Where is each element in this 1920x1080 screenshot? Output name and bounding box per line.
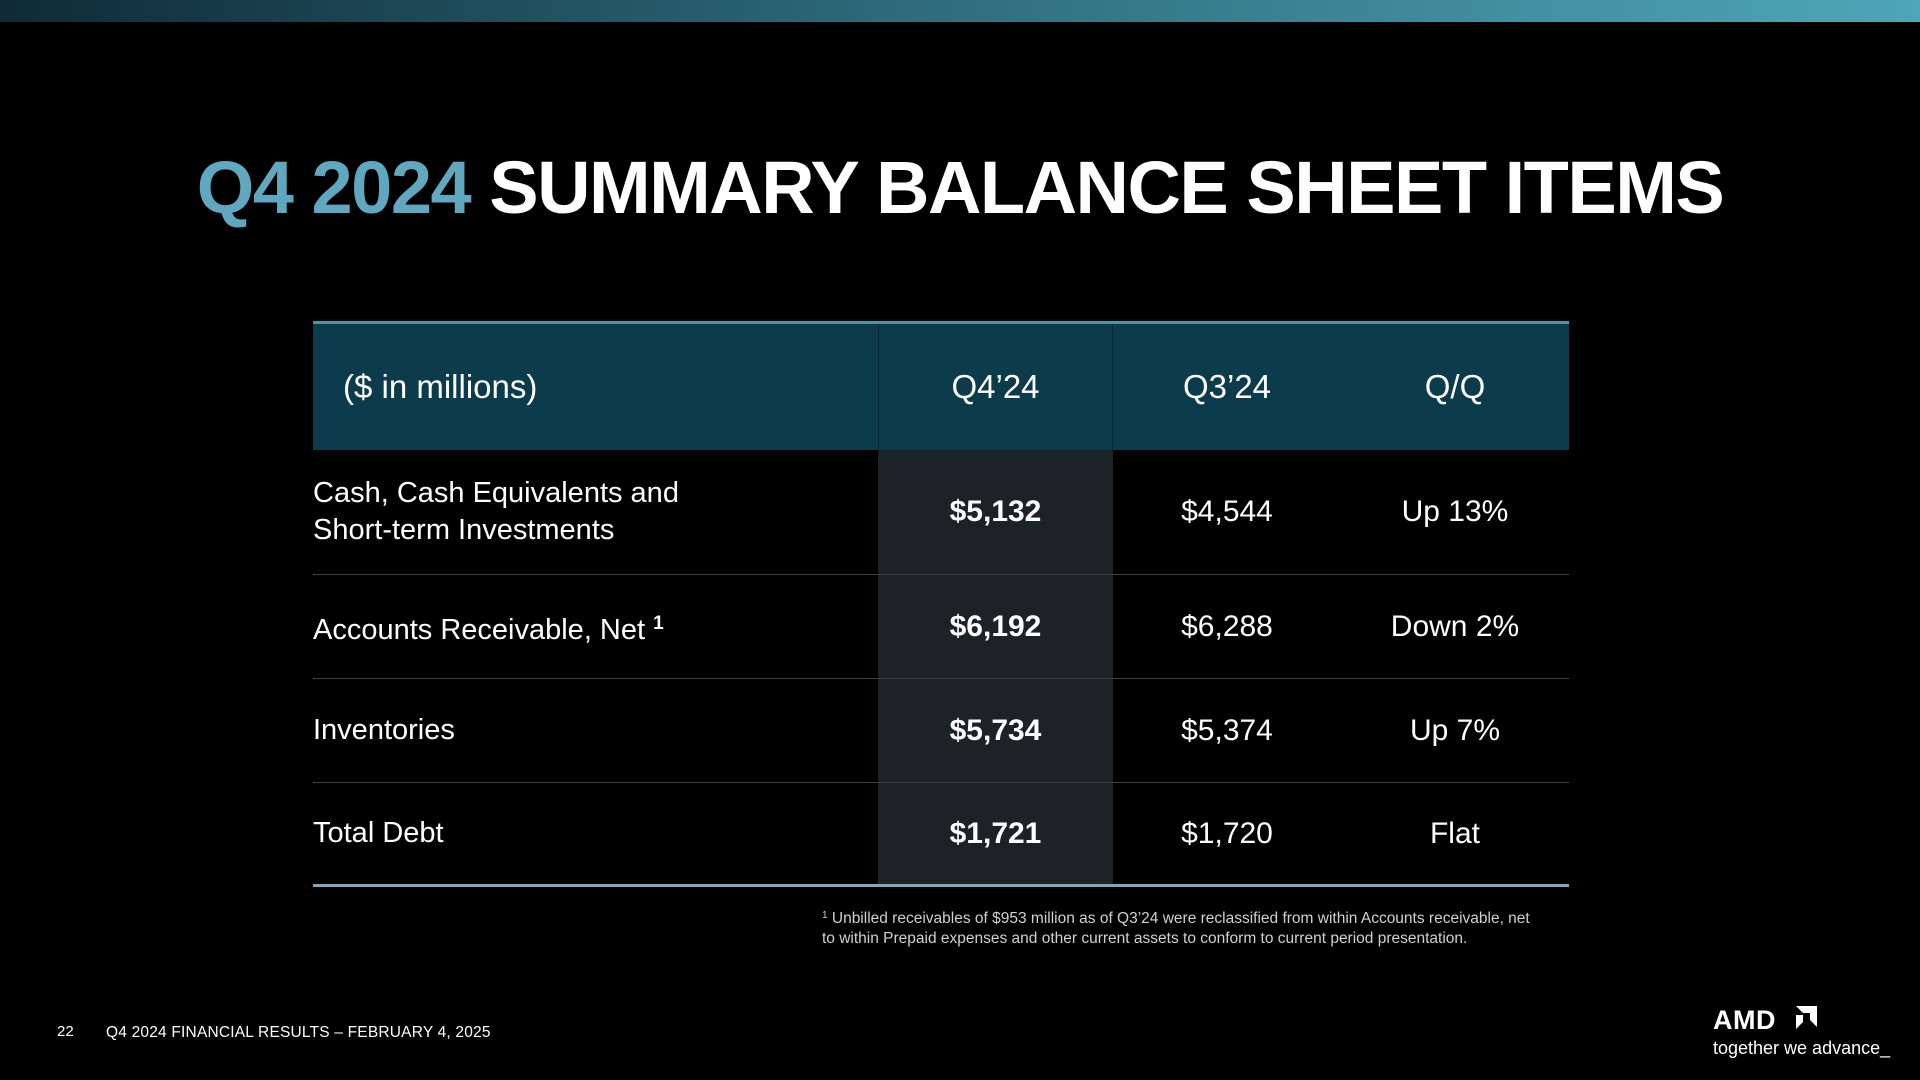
row-q4-value: $5,734 xyxy=(878,679,1113,782)
row-label-line2: Short-term Investments xyxy=(313,514,615,546)
row-label: Inventories xyxy=(313,714,455,746)
header-units: ($ in millions) xyxy=(343,368,538,405)
footnote-line2: to within Prepaid expenses and other current assets to conform to current period presentation. xyxy=(822,930,1468,947)
footnote xyxy=(822,906,1572,949)
row-qq-change: Flat xyxy=(1429,816,1480,850)
table-header xyxy=(313,321,1569,450)
table-row xyxy=(313,575,1569,679)
amd-arrow-icon xyxy=(1793,1006,1817,1030)
row-qq-change: Down 2% xyxy=(1390,609,1520,643)
row-q4-value: $1,721 xyxy=(878,783,1113,884)
balance-sheet-table xyxy=(313,321,1569,887)
footnote-mark: 1 xyxy=(822,910,828,921)
slide-title xyxy=(0,145,1920,230)
header-q4-24: Q4’24 xyxy=(878,324,1113,450)
row-qq-change: Up 7% xyxy=(1409,713,1501,747)
title-main: SUMMARY BALANCE SHEET ITEMS xyxy=(489,146,1724,229)
row-label xyxy=(313,475,878,549)
row-label xyxy=(313,605,878,649)
table-row xyxy=(313,783,1569,887)
row-q3-value: $5,374 xyxy=(1181,713,1273,747)
row-q3-value: $1,720 xyxy=(1181,816,1273,850)
footnote-marker: 1 xyxy=(653,612,664,634)
footer-text: Q4 2024 FINANCIAL RESULTS – FEBRUARY 4, 2025 xyxy=(106,1024,491,1041)
row-label-text: Accounts Receivable, Net xyxy=(313,613,646,646)
row-qq-change: Up 13% xyxy=(1401,495,1509,528)
logo-wordmark: AMD xyxy=(1713,1005,1776,1035)
top-gradient-bar xyxy=(0,0,1920,22)
row-label: Total Debt xyxy=(313,817,444,849)
row-q4-value: $5,132 xyxy=(878,450,1113,574)
title-accent: Q4 2024 xyxy=(196,146,471,229)
amd-logo xyxy=(1713,1005,1903,1065)
table-row xyxy=(313,679,1569,783)
table-row xyxy=(313,450,1569,575)
footnote-line1: Unbilled receivables of $953 million as of Q3’24 were reclassified from within Accounts receivable, net xyxy=(831,910,1530,927)
logo-tagline: together we advance_ xyxy=(1713,1038,1891,1058)
header-q-over-q: Q/Q xyxy=(1424,368,1486,405)
page-number: 22 xyxy=(57,1023,74,1040)
row-q4-value: $6,192 xyxy=(878,575,1113,678)
row-label-line1: Cash, Cash Equivalents and xyxy=(313,477,679,509)
row-q3-value: $4,544 xyxy=(1181,495,1273,528)
row-q3-value: $6,288 xyxy=(1181,609,1273,643)
header-q3-24: Q3’24 xyxy=(1182,368,1272,405)
